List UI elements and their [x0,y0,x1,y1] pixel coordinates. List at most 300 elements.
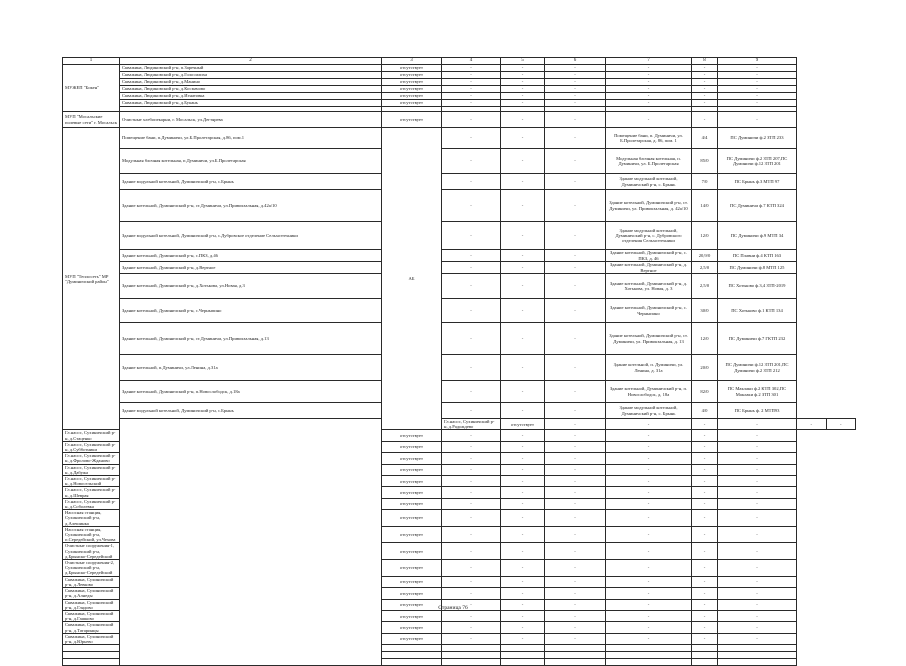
table-row [63,274,856,299]
cell-c4: - [442,510,501,527]
cell-c8: - [692,610,718,621]
cell-c9: - [718,112,797,128]
cell-c4: - [442,86,501,93]
cell-c4: - [442,610,501,621]
header-cell: 2 [120,58,382,65]
cell-c4: - [442,633,501,644]
cell-c7: Здание котельной, Думиничский р-н, д. Хотькова, ул. Новая, д. 3 [606,274,692,299]
data-table [62,57,856,666]
table-row [63,86,856,93]
cell-c6: - [545,560,606,577]
cell-org: МУП "Мосальские полевые сети" г. Мосальск [63,112,120,128]
cell-c3: отсутствует [382,112,442,128]
cell-c5: - [501,430,545,441]
cell-c9 [718,645,797,652]
cell-c5: - [501,299,545,323]
cell-obj: Помещение бани, п.Думиничи, ул.Б.Пролетарская, д.86, пом.1 [120,128,382,149]
cell-c7: - [606,576,692,587]
cell-c3: отсутствует [382,543,442,560]
cell-c6: - [545,476,606,487]
cell-c8: - [692,93,718,100]
table-row [63,72,856,79]
cell-c6: - [545,65,606,72]
cell-obj: Скважина, Сухиничский р-н, д.Левково [63,576,120,587]
cell-c8 [692,652,718,659]
cell-c4: - [442,599,501,610]
cell-obj: Гл.насос, Сухиничский р-н, д.Новосельский [63,476,120,487]
table-row [63,355,856,381]
cell-c7: Здание котельной, Думиничский р-н, п. Новослободск, д. 18а [606,381,692,403]
cell-c6: - [545,149,606,174]
cell-obj: Скважина, Сухиничский р-н, д.Юрьево [63,633,120,644]
cell-c9: - [718,487,797,498]
cell-c9 [718,659,797,666]
cell-obj [63,652,120,659]
cell-obj: Гл.насос, Сухиничский р-н, д.Субботники [63,441,120,452]
cell-obj [63,645,120,652]
cell-c4: - [442,543,501,560]
cell-c8: - [692,79,718,86]
cell-c3: отсутствует [382,464,442,475]
cell-c8: - [692,65,718,72]
cell-c5: - [501,403,545,419]
table-row [63,79,856,86]
cell-obj: Здание котельной, Думиничский р-н, ст.Думиничи, ул.Привокзальная, д.13 [120,323,382,355]
cell-obj: Насосная станция, Сухиничский р-н, п.Середейский, ул.Чехова [63,526,120,543]
cell-c7: - [606,610,692,621]
cell-c9: - [718,599,797,610]
table-row [63,222,856,250]
cell-c6: - [545,222,606,250]
cell-c7: Здание котельной, Думиничский р-н, ст. Думиничи, ул. Привокзальная, д. 13 [606,323,692,355]
cell-c4: - [442,262,501,274]
cell-c3: отсутствует [382,560,442,577]
cell-c9: - [718,622,797,633]
cell-c9: - [718,510,797,527]
cell-c5: - [501,250,545,262]
cell-c8 [692,645,718,652]
cell-c3: отсутствует [382,476,442,487]
cell-obj: Здание котельной, п.Думиничи, ул.Ленина, д.31а [120,355,382,381]
cell-c5 [501,645,545,652]
cell-c9: - [718,453,797,464]
cell-c5: - [501,441,545,452]
cell-c9: ПС Хотьково ф.3,4 ЗТП-2019 [718,274,797,299]
cell-c5: - [501,355,545,381]
cell-c7: - [606,622,692,633]
cell-c3 [382,645,442,652]
header-cell: 7 [606,58,692,65]
cell-c4: - [442,128,501,149]
cell-c4: - [442,441,501,452]
document-sheet [62,57,856,666]
cell-c8: 14/0 [692,190,718,222]
cell-c4: - [442,622,501,633]
cell-c9: ПС Хотьково ф.1 КТП 134 [718,299,797,323]
cell-c5: - [501,543,545,560]
cell-c5: - [501,86,545,93]
cell-c5: - [501,222,545,250]
cell-c9 [718,652,797,659]
cell-c8: - [692,86,718,93]
cell-c7: - [606,526,692,543]
cell-c4: - [442,65,501,72]
cell-c9: - [718,86,797,93]
cell-c3: отсутствует [382,79,442,86]
cell-c8: 12/0 [692,323,718,355]
cell-c6: - [545,174,606,190]
cell-c4: - [442,250,501,262]
cell-c9: ПС Думиничи ф.7 ГКТП 232 [718,323,797,355]
cell-c5: - [501,487,545,498]
cell-c8: 2,5/0 [692,274,718,299]
cell-c9: - [718,633,797,644]
cell-obj: Очистные сооружения-1, Сухиничский р-н, д.Брынско-Середейский [63,543,120,560]
cell-c9: - [718,498,797,509]
cell-c8: - [692,430,718,441]
cell-obj: Скважина, Людиновский р-н, д.Букань [120,100,382,107]
cell-c8: 2,5/0 [692,262,718,274]
cell-c6: - [545,543,606,560]
cell-org [120,419,382,666]
cell-c8: - [692,498,718,509]
cell-c6: - [545,510,606,527]
cell-c8: 7/0 [692,174,718,190]
table-row [63,419,856,430]
cell-c7: Здание котельной, п. Думиничи, ул. Ленина, д. 31а [606,355,692,381]
cell-c8: 4/4 [692,128,718,149]
cell-c7: Здание модульной котельной, Думиничский р-н, с. Дубровского отделения Сельхозтехники [606,222,692,250]
cell-c3: отсутствует [382,599,442,610]
cell-c4: - [442,576,501,587]
cell-c5: - [501,610,545,621]
cell-c7: Здание котельной, Думиничский р-н, ст. Думиничи, ул. Привокзальная, д. 42а/10 [606,190,692,222]
cell-c5: - [501,599,545,610]
cell-c4 [442,652,501,659]
cell-c9: - [718,430,797,441]
cell-c3: отсутствует [382,430,442,441]
cell-c5: - [501,576,545,587]
cell-obj: Модульная блочная котельная, п.Думиничи, ул.Б.Пролетарская [120,149,382,174]
cell-c4: - [442,526,501,543]
cell-c9: - [718,93,797,100]
cell-c4: - [442,430,501,441]
cell-c9: - [718,526,797,543]
cell-c9: - [718,560,797,577]
cell-c9: - [718,464,797,475]
cell-c8: 30/0 [692,299,718,323]
cell-c5: - [501,72,545,79]
cell-c6: - [545,453,606,464]
cell-c7: - [606,100,692,107]
cell-obj: Очистные хлебопекарни, г. Мосальск, ул.Дегтярева [120,112,382,128]
cell-c9: ПС Плавни ф.4 КТП 163 [718,250,797,262]
header-cell: 6 [545,58,606,65]
header-cell: 1 [63,58,120,65]
cell-c8: 4/0 [692,403,718,419]
cell-c6: - [545,86,606,93]
cell-c6: - [545,403,606,419]
cell-c6 [545,645,606,652]
cell-obj: Гл.насос, Сухиничский р-н, д.Фролово-Жданово [63,453,120,464]
cell-c8: - [692,453,718,464]
cell-c4: - [442,174,501,190]
cell-c4: - [442,149,501,174]
cell-c4: - [442,498,501,509]
cell-c6: - [545,610,606,621]
cell-c3 [382,659,442,666]
table-row [63,128,856,149]
cell-obj: Гл.насос, Сухиничский р-н, д.Дабужа [63,464,120,475]
cell-c4: - [442,79,501,86]
cell-c8: - [692,476,718,487]
cell-c6: - [545,323,606,355]
cell-c9: - [718,543,797,560]
cell-c8: - [692,543,718,560]
cell-c9: - [718,441,797,452]
cell-c4: - [442,476,501,487]
cell-c6: - [545,498,606,509]
cell-obj: Очистные сооружения-2, Сухиничский р-н, д.Брынско-Середейский [63,560,120,577]
cell-c6: - [545,633,606,644]
cell-c9: - [718,476,797,487]
cell-c3: отсутствует [382,526,442,543]
cell-c6: - [545,100,606,107]
cell-c7: Модульная блочная котельная, п. Думиничи, ул. Б.Пролетарская [606,149,692,174]
cell-c6: - [545,576,606,587]
cell-c7: - [718,419,797,430]
cell-c5: - [501,274,545,299]
cell-c7: Здание котельной, Думиничский р-н, д. Вертное [606,262,692,274]
cell-c9: ПС Думиничи ф.9 МТП 34 [718,222,797,250]
table-row [63,93,856,100]
cell-c4: - [442,588,501,599]
table-row [63,381,856,403]
cell-c4: - [442,323,501,355]
cell-c8: - [692,599,718,610]
cell-c8: 82/0 [692,381,718,403]
header-cell: 4 [442,58,501,65]
cell-c6: - [545,128,606,149]
cell-obj: Насосная станция, Сухиничский р-н, д.Алешинка [63,510,120,527]
cell-c5: - [501,65,545,72]
cell-c8: 12/0 [692,222,718,250]
cell-obj: Скважина, Сухиничский р-н, д.Гашково [63,610,120,621]
cell-c7: - [606,487,692,498]
cell-c7: Здание котельной, Думиничский р-н, с. ПКЗ, д. 46 [606,250,692,262]
cell-c9: ПС Думиничи ф.2 ЗТП 207,ПС Думиничи ф.12 ЗТП 201 [718,149,797,174]
cell-obj: Гл.насос, Сухиничский р-н, д.Радождево [442,419,501,430]
cell-c7: - [606,453,692,464]
header-cell: 5 [501,58,545,65]
cell-c9: ПС Думиничи ф.2 ЗТП 233 [718,128,797,149]
table-row [63,299,856,323]
header-cell: 3 [382,58,442,65]
cell-c5: - [606,419,692,430]
cell-c8: - [797,419,827,430]
table-row [63,403,856,419]
cell-c4: - [442,464,501,475]
cell-c3: отсутствует [501,419,545,430]
cell-c8: - [692,633,718,644]
cell-c8 [692,659,718,666]
cell-c6: - [545,299,606,323]
cell-c6: - [545,112,606,128]
cell-c9: ПС Думиничи ф.7 КТП 324 [718,190,797,222]
cell-obj: Здание котельной, Думиничский р-н, с.Черныпино [120,299,382,323]
cell-c9: ПС Брынь ф. 2 МТП93 [718,403,797,419]
cell-c8: - [692,487,718,498]
cell-obj: Здание модульной котельной, Думиничский р-н, с.Брынь [120,174,382,190]
cell-obj: Гл.насос, Сухиничский р-н, д.Стаценко [63,430,120,441]
cell-c7: - [606,543,692,560]
cell-obj: Скважина, Людиновский р-н, д.Игнатовка [120,93,382,100]
cell-c9: ПС Думиничи ф.12 ЗТП 201,ПС Думиничи ф.2 ЗТП 212 [718,355,797,381]
cell-c5: - [501,149,545,174]
cell-c9: ПС Маклаки ф.2 КТП 302,ПС Маклаки ф.2 ЗТП 301 [718,381,797,403]
cell-c7: - [606,93,692,100]
cell-c4: - [442,222,501,250]
cell-obj: Здание котельной, Думиничский р-н, п.Новослободск, д.18а [120,381,382,403]
cell-c6: - [545,355,606,381]
cell-c6: - [545,599,606,610]
cell-c9: - [718,588,797,599]
cell-c6: - [545,262,606,274]
cell-c4: - [442,100,501,107]
cell-c4: - [442,487,501,498]
cell-c6: - [545,441,606,452]
cell-c6: - [545,622,606,633]
cell-c7: - [606,498,692,509]
cell-c3: отсутствует [382,86,442,93]
cell-c5: - [501,622,545,633]
cell-c8: 85/0 [692,149,718,174]
cell-c3: отсутствует [382,510,442,527]
cell-c8: - [692,588,718,599]
cell-c4: - [442,560,501,577]
cell-c5: - [501,93,545,100]
cell-c7: Здание модульной котельной, Думиничский р-н, с. Брынь [606,174,692,190]
cell-c8: - [692,100,718,107]
cell-c9: - [718,100,797,107]
cell-c5: - [501,510,545,527]
cell-c4 [442,659,501,666]
cell-obj: Здание котельной, Думиничский р-н, д.Вертное [120,262,382,274]
cell-obj: Здание котельной, Думиничский р-н, ст.Думиничи, ул.Привокзальная, д.42а/10 [120,190,382,222]
cell-c4: - [442,72,501,79]
cell-c6: - [545,93,606,100]
cell-obj: Скважина, Людиновский р-н, п.Заречный [120,65,382,72]
table-row [63,149,856,174]
cell-c5: - [501,453,545,464]
cell-org: МУП "Теплосеть" МР "Думиничский район" [63,128,120,430]
cell-c7: - [606,86,692,93]
cell-c3: отсутствует [382,100,442,107]
cell-c6: - [545,250,606,262]
cell-c6: - [545,190,606,222]
cell-obj [63,659,120,666]
cell-c5: - [501,476,545,487]
cell-obj: Здание модульной котельной, Думиничский р-н, с.Дубровское отделение Сельхозтехники [120,222,382,250]
cell-c8: - [692,576,718,587]
cell-c3: отсутствует [382,588,442,599]
cell-c8: - [692,510,718,527]
cell-c5: - [501,262,545,274]
cell-c5: - [501,323,545,355]
cell-c8: - [692,72,718,79]
cell-c7: Помещение бани, п. Думиничи, ул. Б.Пролетарская, д. 86, пом. 1 [606,128,692,149]
table-row [63,100,856,107]
cell-c3: отсутствует [382,487,442,498]
cell-c7: - [606,599,692,610]
cell-c4: - [545,419,606,430]
cell-c4: - [442,453,501,464]
cell-c6 [545,652,606,659]
table-row [63,250,856,262]
cell-c3 [382,652,442,659]
table-row [63,323,856,355]
cell-c8: - [692,526,718,543]
cell-c8: - [692,112,718,128]
cell-c7: - [606,510,692,527]
cell-c3: АБ [382,128,442,430]
table-row [63,174,856,190]
cell-c4: - [442,112,501,128]
cell-c3: отсутствует [382,93,442,100]
cell-c5: - [501,100,545,107]
cell-c7: - [606,441,692,452]
cell-c8: 20,9/0 [692,250,718,262]
cell-c7: - [606,560,692,577]
cell-c5: - [501,128,545,149]
cell-c5: - [501,498,545,509]
table-row [63,112,856,128]
cell-obj: Скважина, Людиновский р-н, д.Манино [120,79,382,86]
cell-c4: - [442,190,501,222]
cell-c8: - [692,441,718,452]
cell-obj: Гл.насос, Сухиничский р-н, д.Шеврая [63,487,120,498]
cell-c6: - [545,464,606,475]
cell-c6: - [545,430,606,441]
cell-c3: отсутствует [382,498,442,509]
cell-c5: - [501,588,545,599]
cell-c3: отсутствует [382,441,442,452]
cell-c5 [501,652,545,659]
cell-c7: - [606,464,692,475]
cell-c6: - [545,487,606,498]
cell-c6: - [545,526,606,543]
cell-c7: - [606,476,692,487]
table-row [63,65,856,72]
cell-c8: 20/0 [692,355,718,381]
cell-c9: - [718,576,797,587]
cell-c6: - [545,381,606,403]
cell-c7: - [606,430,692,441]
cell-obj: Скважина, Сухиничский р-н, д.Глядово [63,599,120,610]
cell-obj: Здание котельной, Думиничский р-н, д.Хотькова, ул.Новая, д.3 [120,274,382,299]
cell-c5: - [501,174,545,190]
cell-c6: - [545,72,606,79]
cell-c9: - [718,65,797,72]
cell-c3: отсутствует [382,72,442,79]
cell-c9: ПС Думиничи ф.8 МТП 125 [718,262,797,274]
cell-c3: отсутствует [382,622,442,633]
cell-c7 [606,645,692,652]
cell-c5: - [501,79,545,86]
cell-c5: - [501,560,545,577]
cell-c4: - [442,403,501,419]
cell-c9: - [718,72,797,79]
